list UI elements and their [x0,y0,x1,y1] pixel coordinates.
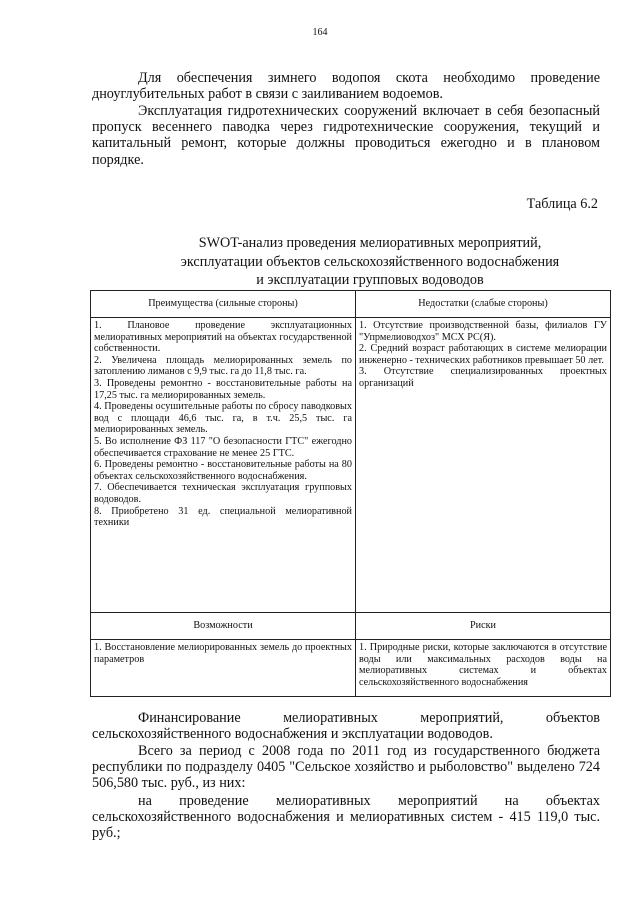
threats-cell [356,640,611,697]
closing-paragraph-3: на проведение мелиоративных мероприятий на объектах сельскохозяйственного водоснабжения и мелиоративных систем - 415 119,0 тыс. руб.; [92,793,600,842]
strength-item: 4. Проведены осушительные работы по сбросу паводковых вод с площади 46,6 тыс. га, в т.ч. 25,5 тыс. га мелиорированных земель. [94,401,352,436]
weaknesses-header: Недостатки (слабые стороны) [356,291,611,318]
closing-paragraph-1: Финансирование мелиоративных мероприятий, объектов сельскохозяйственного водоснабжения и эксплуатации водоводов. [92,710,600,743]
weakness-item: 1. Отсутствие производственной базы, филиалов ГУ "Упрмелиоводхоз" МСХ РС(Я). [359,320,607,343]
strength-item: 3. Проведены ремонтно - восстановительные работы на 17,25 тыс. га мелиорированных земель. [94,377,352,401]
intro-paragraph-1: Для обеспечения зимнего водопоя скота необходимо проведение дноуглубительных работ в связи с заиливанием водоемов. [92,70,600,103]
opportunities-cell [91,640,356,697]
strength-item: 6. Проведены ремонтно - восстановительные работы на 80 объектах сельскохозяйственного водоснабжения. [94,459,352,482]
table-label: Таблица 6.2 [526,196,598,212]
strength-item: 1. Плановое проведение эксплуатационных мелиоративных мероприятий на объектах государственной собственности. [94,320,352,355]
opportunities-header: Возможности [91,613,356,640]
closing-paragraph-2: Всего за период с 2008 года по 2011 год из государственного бюджета республики по подразделу 0405 "Сельское хозяйство и рыболовство" выделено 724 506,580 тыс. руб., из них: [92,743,600,792]
table-title [92,234,640,290]
table-title-line-2: эксплуатации объектов сельскохозяйственного водоснабжения [180,253,560,270]
weakness-item: 3. Отсутствие специализированных проектных организаций [359,366,607,389]
strength-item: 8. Приобретено 31 ед. специальной мелиоративной техники [94,505,352,529]
strength-item: 2. Увеличена площадь мелиорированных земель по затоплению лиманов с 9,9 тыс. га до 11,8 тыс. га. [94,354,352,378]
strengths-header: Преимущества (сильные стороны) [91,291,356,318]
table-title-line-3: и эксплуатации групповых водоводов [256,272,484,288]
weaknesses-cell [356,318,611,613]
page-number: 164 [312,27,328,38]
weakness-item: 2. Средний возраст работающих в системе мелиорации инженерно - технических работников превышает 50 лет. [359,343,607,366]
threats-header: Риски [356,613,611,640]
strength-item: 5. Во исполнение ФЗ 117 "О безопасности ГТС" ежегодно обеспечивается страхование не менее 25 ГТС. [94,435,352,459]
strengths-cell [91,318,356,613]
threat-item: 1. Природные риски, которые заключаются в отсутствие воды или максимальных расходов воды на мелиоративных системах и объектах сельскохозяйственного водоснабжения [359,642,607,688]
table-title-line-1: SWOT-анализ проведения мелиоративных мероприятий, [198,235,542,251]
opportunity-item: 1. Восстановление мелиорированных земель до проектных параметров [94,642,352,665]
intro-paragraph-2: Эксплуатация гидротехнических сооружений включает в себя безопасный пропуск весеннего паводка через гидротехнические сооружения, текущий и капитальный ремонт, которые должны проводиться ежегодно и в плановом порядке. [92,103,600,168]
swot-table [90,290,611,697]
strength-item: 7. Обеспечивается техническая эксплуатация групповых водоводов. [94,482,352,505]
